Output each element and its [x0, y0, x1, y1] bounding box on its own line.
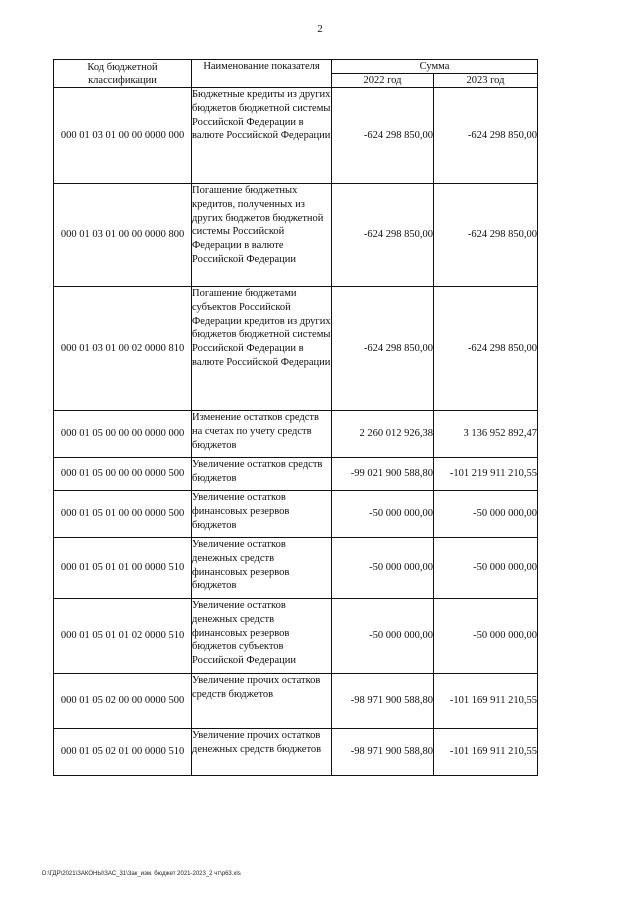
row-code: 000 01 05 00 00 00 0000 000	[54, 411, 192, 458]
row-amount-2023: -50 000 000,00	[434, 599, 538, 674]
row-indicator-name: Увеличение остатков денежных средств финансовых резервов бюджетов субъектов Российской Федерации	[192, 599, 332, 674]
row-indicator-name: Увеличение остатков средств бюджетов	[192, 458, 332, 491]
row-amount-2023: -101 219 911 210,55	[434, 458, 538, 491]
row-code: 000 01 03 01 00 00 0000 000	[54, 88, 192, 184]
header-code: Код бюджетной классификации	[54, 60, 192, 88]
table-row	[54, 88, 538, 184]
row-amount-2022: -98 971 900 588,80	[332, 729, 434, 776]
row-amount-2022: -624 298 850,00	[332, 287, 434, 411]
row-amount-2022: -50 000 000,00	[332, 491, 434, 538]
page-number: 2	[317, 23, 323, 35]
row-amount-2023: -624 298 850,00	[434, 287, 538, 411]
table-row	[54, 287, 538, 411]
row-code: 000 01 05 01 01 02 0000 510	[54, 599, 192, 674]
row-indicator-name: Увеличение прочих остатков средств бюджетов	[192, 674, 332, 729]
row-amount-2022: -624 298 850,00	[332, 88, 434, 184]
row-code: 000 01 03 01 00 00 0000 800	[54, 184, 192, 287]
row-amount-2023: -624 298 850,00	[434, 88, 538, 184]
table-row	[54, 729, 538, 776]
row-indicator-name: Увеличение прочих остатков денежных средств бюджетов	[192, 729, 332, 776]
row-code: 000 01 05 02 01 00 0000 510	[54, 729, 192, 776]
header-name: Наименование показателя	[192, 60, 332, 88]
table-row	[54, 538, 538, 599]
row-amount-2023: -50 000 000,00	[434, 538, 538, 599]
row-indicator-name: Увеличение остатков денежных средств финансовых резервов бюджетов	[192, 538, 332, 599]
row-code: 000 01 05 01 00 00 0000 500	[54, 491, 192, 538]
row-code: 000 01 03 01 00 02 0000 810	[54, 287, 192, 411]
row-amount-2022: -50 000 000,00	[332, 599, 434, 674]
row-indicator-name: Увеличение остатков финансовых резервов бюджетов	[192, 491, 332, 538]
table-row	[54, 491, 538, 538]
table-row	[54, 599, 538, 674]
row-amount-2023: 3 136 952 892,47	[434, 411, 538, 458]
row-amount-2023: -50 000 000,00	[434, 491, 538, 538]
header-year-2022: 2022 год	[332, 74, 434, 88]
row-amount-2022: -624 298 850,00	[332, 184, 434, 287]
row-indicator-name: Бюджетные кредиты из других бюджетов бюджетной системы Российской Федерации в валюте Российской Федерации	[192, 88, 332, 184]
row-indicator-name: Погашение бюджетами субъектов Российской Федерации кредитов из других бюджетов бюджетной системы Российской Федерации в валюте Российской Федерации	[192, 287, 332, 411]
header-year-2023: 2023 год	[434, 74, 538, 88]
row-amount-2022: 2 260 012 926,38	[332, 411, 434, 458]
row-amount-2022: -50 000 000,00	[332, 538, 434, 599]
table-body	[54, 88, 538, 776]
row-amount-2023: -624 298 850,00	[434, 184, 538, 287]
row-indicator-name: Изменение остатков средств на счетах по учету средств бюджетов	[192, 411, 332, 458]
row-indicator-name: Погашение бюджетных кредитов, полученных из других бюджетов бюджетной системы Российской Федерации в валюте Российской Федерации	[192, 184, 332, 287]
row-code: 000 01 05 00 00 00 0000 500	[54, 458, 192, 491]
table-row	[54, 458, 538, 491]
row-code: 000 01 05 02 00 00 0000 500	[54, 674, 192, 729]
table-row	[54, 411, 538, 458]
budget-sources-table	[53, 59, 538, 776]
table-row	[54, 184, 538, 287]
row-amount-2022: -99 021 900 588,80	[332, 458, 434, 491]
header-sum: Сумма	[332, 60, 538, 74]
row-amount-2023: -101 169 911 210,55	[434, 729, 538, 776]
row-amount-2022: -98 971 900 588,80	[332, 674, 434, 729]
table-row	[54, 674, 538, 729]
row-amount-2023: -101 169 911 210,55	[434, 674, 538, 729]
row-code: 000 01 05 01 01 00 0000 510	[54, 538, 192, 599]
footer-file-path: D:\ГДР\2021\ЗАКОНЫ\ЗАС_31\Зак_изм. бюджет 2021-2023_2 чт\р63.xls	[42, 871, 241, 877]
